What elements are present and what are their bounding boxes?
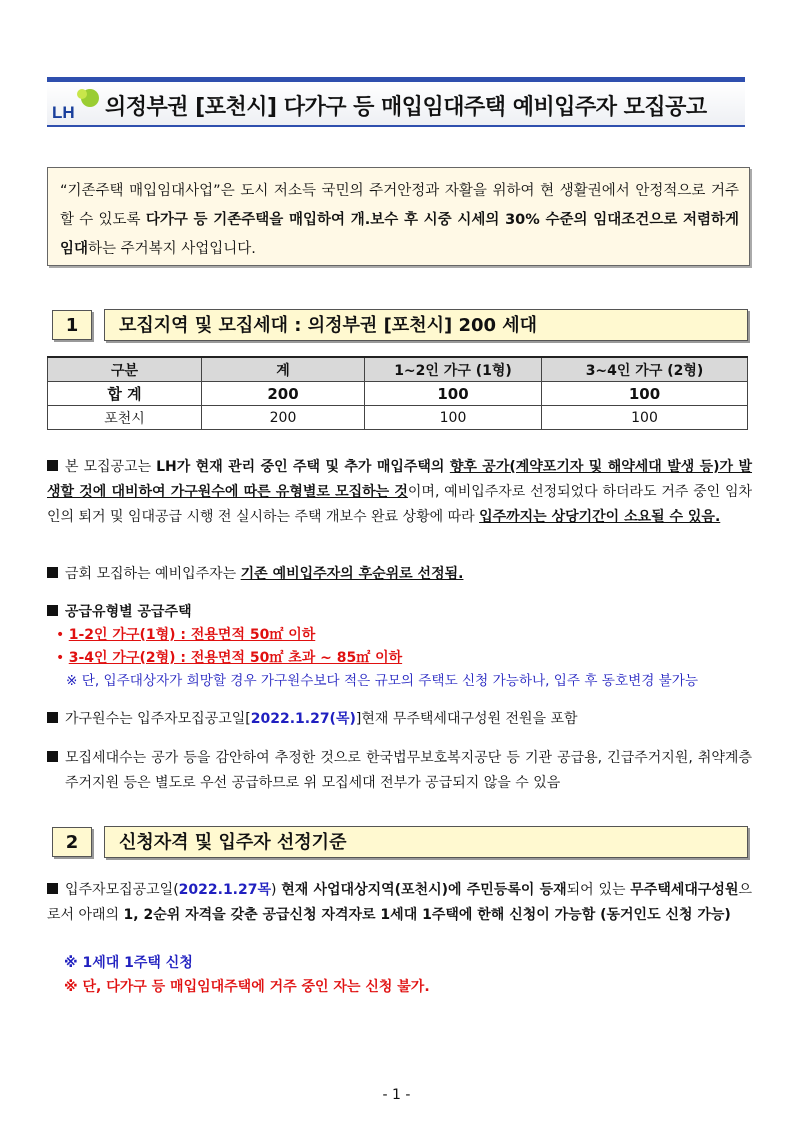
lh-logo — [52, 86, 102, 122]
note-2: 금회 모집하는 예비입주자는 기존 예비입주자의 후순위로 선정됨. — [47, 562, 752, 587]
section2-paragraph: 입주자모집공고일(2022.1.27목) 현재 사업대상지역(포천시)에 주민등록이 등재되어 있는 무주택세대구성원으로서 아래의 1, 2순위 자격을 갖춘 공급신청 자격자로 1세대 1주택에 한해 신청이 가능함 (동거인도 신청 가능) — [47, 882, 753, 923]
remark-one-house: ※ 1세대 1주택 신청 — [64, 955, 193, 971]
intro-box: “기존주택 매입임대사업”은 도시 저소득 국민의 주거안정과 자활을 위하여 현 생활권에서 안정적으로 거주할 수 있도록 다가구 등 기존주택을 매입하여 개.보수 후 시중 시세의 30% 수준의 임대조건으로 저렴하게 임대하는 주거복지 사업입니다. — [47, 167, 750, 266]
logo-text: LH — [52, 103, 75, 122]
table-header-row: 구분 계 1~2인 가구 (1형) 3~4인 가구 (2형) — [48, 357, 748, 382]
section2-number: 2 — [52, 827, 92, 857]
section1-title: 모집지역 및 모집세대 : 의정부권 [포천시] 200 세대 — [104, 309, 748, 341]
page-title: 의정부권 [포천시] 다가구 등 매입임대주택 예비입주자 모집공고 — [105, 95, 707, 120]
square-bullet-icon — [47, 712, 58, 723]
supply-list: • 1-2인 가구(1형) : 전용면적 50㎡ 이하 • 3-4인 가구(2형) : 전용면적 50㎡ 초과 ~ 85㎡ 이하 ※ 단, 입주대상자가 희망할 경우 가구원수보다 적은 규모의 주택도 신청 가능하나, 입주 후 동호변경 불가능 — [56, 627, 699, 689]
remark-not-eligible: ※ 단, 다가구 등 매입임대주택에 거주 중인 자는 신청 불가. — [64, 979, 430, 995]
section1-number: 1 — [52, 310, 92, 340]
supply-heading: 공급유형별 공급주택 — [47, 600, 752, 625]
note-4: 모집세대수는 공가 등을 감안하여 추정한 것으로 한국법무보호복지공단 등 기관 공급용, 긴급주거지원, 취약계층 주거지원 등은 별도로 우선 공급하므로 위 모집세대 전부가 공급되지 않을 수 있음 — [47, 746, 752, 796]
page-number: - 1 - — [382, 1087, 411, 1103]
table-row: 합 계 200 100 100 — [48, 382, 748, 406]
square-bullet-icon — [47, 751, 58, 762]
note-3: 가구원수는 입주자모집공고일[2022.1.27(목)]현재 무주택세대구성원 전원을 포함 — [47, 707, 752, 732]
square-bullet-icon — [47, 567, 58, 578]
square-bullet-icon — [47, 605, 58, 616]
section2-title: 신청자격 및 입주자 선정기준 — [104, 826, 748, 858]
table-row: 포천시 200 100 100 — [48, 406, 748, 430]
recruitment-table — [47, 356, 748, 430]
square-bullet-icon — [47, 460, 58, 471]
note-1: 본 모집공고는 LH가 현재 관리 중인 주택 및 추가 매입주택의 향후 공가(계약포기자 및 해약세대 발생 등)가 발생할 것에 대비하여 가구원수에 따른 유형별로 모집하는 것이며, 예비입주자로 선정되었다 하더라도 거주 중인 임차인의 퇴거 및 임대공급 시행 전 실시하는 주택 개보수 완료 상황에 따라 입주까지는 상당기간이 소요될 수 있음. — [47, 459, 753, 525]
square-bullet-icon — [47, 883, 58, 894]
